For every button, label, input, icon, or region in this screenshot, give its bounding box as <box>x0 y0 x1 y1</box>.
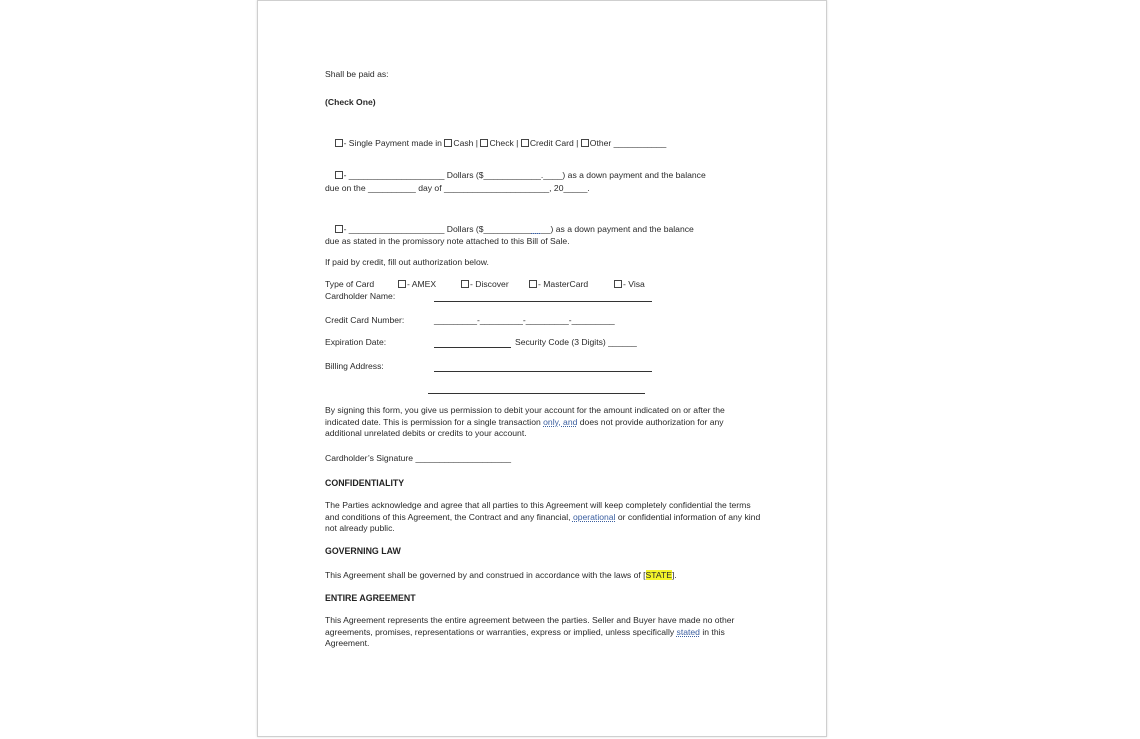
governing-law-heading: GOVERNING LAW <box>325 546 401 556</box>
billing-address-label: Billing Address: <box>325 361 384 371</box>
billing-address-field-2[interactable] <box>428 393 645 394</box>
confidentiality-heading: CONFIDENTIALITY <box>325 478 405 488</box>
checkbox-icon[interactable] <box>398 280 406 288</box>
billing-address-field-1[interactable] <box>434 371 652 372</box>
expiration-label: Expiration Date: <box>325 337 387 347</box>
if-credit-text: If paid by credit, fill out authorization below. <box>325 257 489 267</box>
check-one-text: (Check One) <box>325 97 376 107</box>
signing-paragraph: By signing this form, you give us permission to debit your account for the amount indicated on or after the indicated date. This is permission for a single transaction only, and does not provide authorization for any additional unrelated debits or credits to your account. <box>325 405 725 439</box>
cardholder-signature: Cardholder’s Signature ____________________ <box>325 453 512 463</box>
option-down-payment-1-due: due on the __________ day of ______________________, 20_____. <box>325 183 590 193</box>
checkbox-icon[interactable] <box>335 171 343 179</box>
checkbox-icon[interactable] <box>614 280 622 288</box>
card-number-label: Credit Card Number: <box>325 315 405 325</box>
cardholder-name-field[interactable] <box>434 301 652 302</box>
card-option-discover[interactable]: - Discover <box>461 279 509 289</box>
option-single-payment: - Single Payment made in Cash | Check | Credit Card | Other ___________ <box>325 126 666 161</box>
confidentiality-paragraph: The Parties acknowledge and agree that all parties to this Agreement will keep completely confidential the terms and conditions of this Agreement, the Contract and any financial, operational or confidential information of any kind not already public. <box>325 500 761 534</box>
checkbox-icon[interactable] <box>480 139 488 147</box>
state-placeholder: STATE <box>645 570 672 580</box>
entire-agreement-paragraph: This Agreement represents the entire agreement between the parties. Seller and Buyer have made no other agreements, promises, representations or warranties, express or implied, unless specifically stated in this Agreement. <box>325 615 735 649</box>
cardholder-name-label: Cardholder Name: <box>325 291 396 301</box>
paid-as-text: Shall be paid as: <box>325 69 389 79</box>
card-option-amex[interactable]: - AMEX <box>398 279 436 289</box>
checkbox-icon[interactable] <box>444 139 452 147</box>
checkbox-icon[interactable] <box>581 139 589 147</box>
security-code-label: Security Code (3 Digits) ______ <box>515 337 637 347</box>
document-page <box>257 0 827 737</box>
checkbox-icon[interactable] <box>335 225 343 233</box>
checkbox-icon[interactable] <box>529 280 537 288</box>
card-option-visa[interactable]: - Visa <box>614 279 645 289</box>
option-down-payment-2: - ____________________ Dollars ($______________) as a down payment and the balance <box>325 212 694 247</box>
expiration-field[interactable] <box>434 347 511 348</box>
checkbox-icon[interactable] <box>461 280 469 288</box>
option-down-payment-1: - ____________________ Dollars ($____________.____) as a down payment and the balance <box>325 158 706 193</box>
card-number-field[interactable]: _________-_________-_________-_________ <box>434 315 615 325</box>
option-down-payment-2-due: due as stated in the promissory note attached to this Bill of Sale. <box>325 236 570 246</box>
entire-agreement-heading: ENTIRE AGREEMENT <box>325 593 416 603</box>
type-of-card-label: Type of Card <box>325 279 375 289</box>
checkbox-icon[interactable] <box>521 139 529 147</box>
governing-law-paragraph: This Agreement shall be governed by and construed in accordance with the laws of [STATE]. <box>325 570 677 580</box>
checkbox-icon[interactable] <box>335 139 343 147</box>
card-option-mastercard[interactable]: - MasterCard <box>529 279 588 289</box>
